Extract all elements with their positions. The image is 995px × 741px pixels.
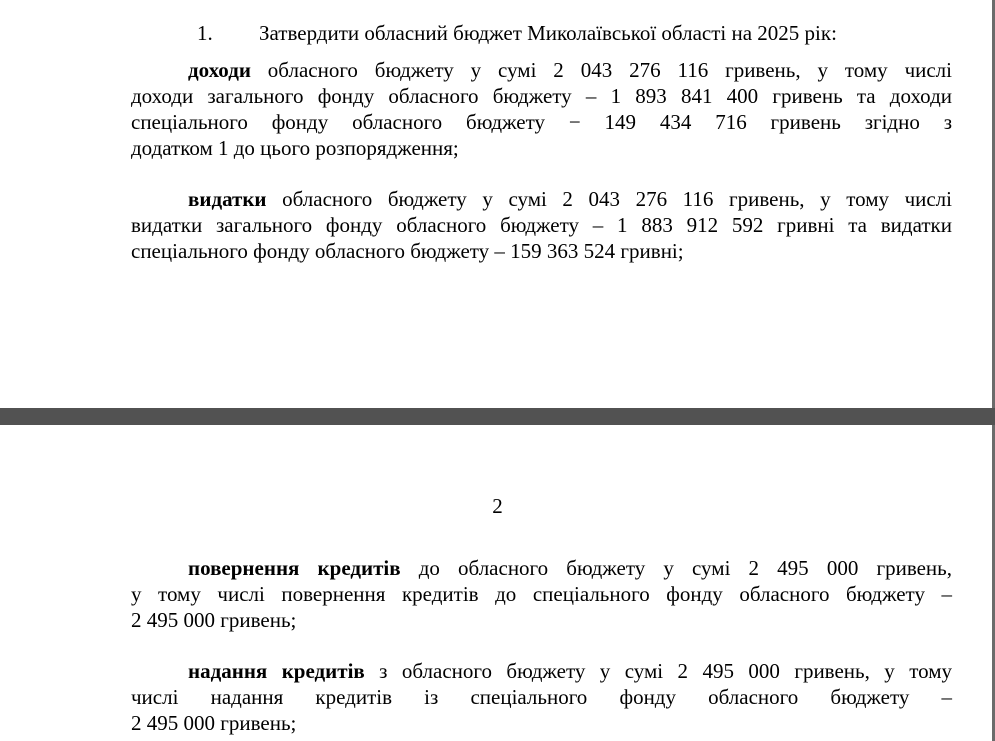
loan-return-line-2: у тому числі повернення кредитів до спеціального фонду обласного бюджету –	[131, 582, 952, 606]
loan-provision-line-1	[188, 658, 952, 684]
income-line-3: спеціального фонду обласного бюджету − 149 434 716 гривень згідно з	[131, 110, 952, 134]
expenses-line-1-text: обласного бюджету у сумі 2 043 276 116 гривень, у тому числі	[266, 187, 952, 211]
expenses-line-1	[188, 186, 952, 212]
loan-return-line-1-text: до обласного бюджету у сумі 2 495 000 гривень,	[400, 556, 952, 580]
item-text: Затвердити обласний бюджет Миколаївської області на 2025 рік:	[259, 21, 837, 45]
income-term: доходи	[188, 58, 251, 82]
page-number: 2	[492, 494, 503, 518]
expenses-term: видатки	[188, 187, 267, 211]
expenses-line-3: спеціального фонду обласного бюджету – 159 363 524 гривні;	[131, 239, 684, 263]
loan-provision-line-3: 2 495 000 гривень;	[131, 711, 297, 735]
item-number: 1.	[197, 21, 213, 45]
income-line-1	[188, 57, 952, 83]
loan-provision-line-1-text: з обласного бюджету у сумі 2 495 000 гривень, у тому	[364, 659, 952, 683]
item-heading	[197, 20, 837, 46]
loan-return-term: повернення кредитів	[188, 556, 401, 580]
expenses-line-2: видатки загального фонду обласного бюджету – 1 883 912 592 гривні та видатки	[131, 213, 952, 237]
income-line-1-text: обласного бюджету у сумі 2 043 276 116 гривень, у тому числі	[250, 58, 952, 82]
loan-return-line-3: 2 495 000 гривень;	[131, 608, 297, 632]
page-separator	[0, 408, 995, 425]
income-line-4: додатком 1 до цього розпорядження;	[131, 136, 459, 160]
loan-provision-term: надання кредитів	[188, 659, 365, 683]
loan-return-line-1	[188, 555, 952, 581]
income-line-2: доходи загального фонду обласного бюджету – 1 893 841 400 гривень та доходи	[131, 84, 952, 108]
loan-provision-line-2: числі надання кредитів із спеціального фонду обласного бюджету –	[131, 685, 952, 709]
page-2	[0, 425, 995, 741]
